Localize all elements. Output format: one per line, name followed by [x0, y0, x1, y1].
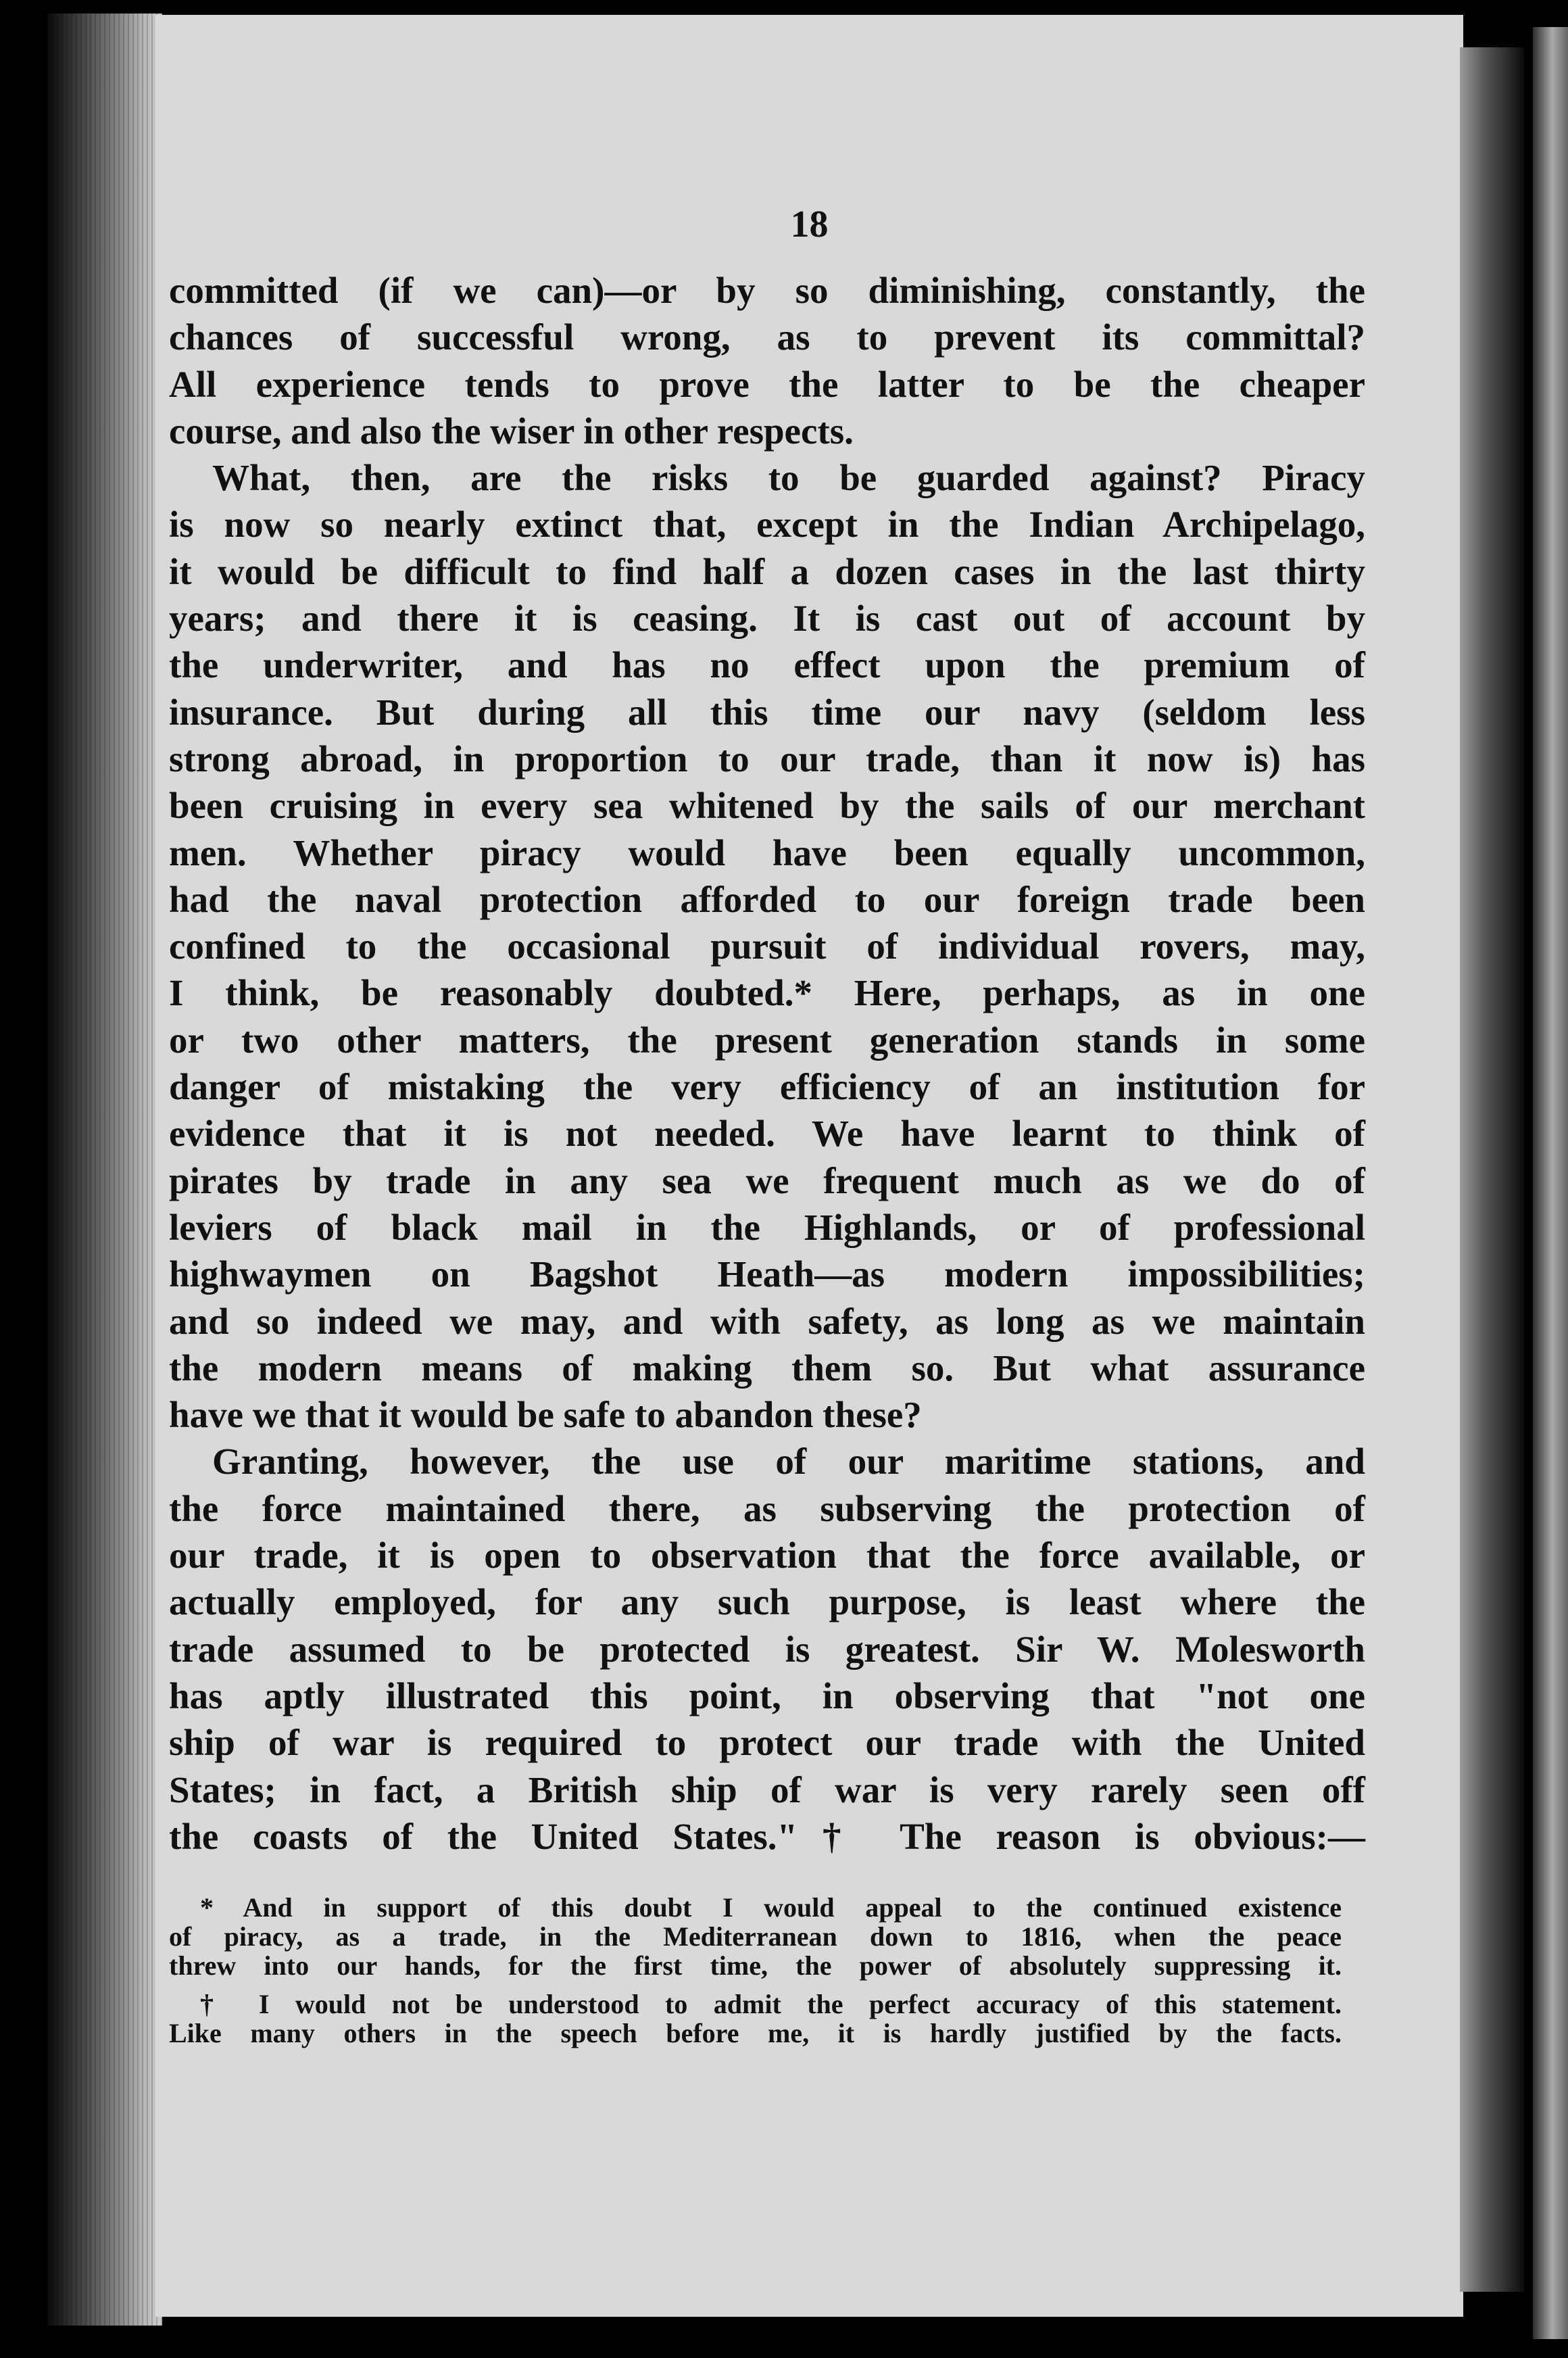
text-line: All experience tends to prove the latter to be the cheaper	[169, 363, 1365, 405]
text-line: evidence that it is not needed. We have learnt to think of	[169, 1113, 1365, 1155]
text-line: is now so nearly extinct that, except in the Indian Archipelago,	[169, 504, 1365, 546]
text-line: had the naval protection afforded to our foreign trade been	[169, 878, 1365, 920]
text-line: actually employed, for any such purpose, is least where the	[169, 1581, 1365, 1623]
text-line: trade assumed to be protected is greatest. Sir W. Molesworth	[169, 1628, 1365, 1670]
text-line: or two other matters, the present generation stands in some	[169, 1019, 1365, 1061]
book-edge-right-outer	[1533, 27, 1568, 2339]
text-line: the modern means of making them so. But what assurance	[169, 1347, 1365, 1389]
footnote-line: * And in support of this doubt I would appeal to the continued existence	[200, 1892, 1342, 1923]
footnote-line: of piracy, as a trade, in the Mediterranean down to 1816, when the peace	[169, 1921, 1342, 1952]
text-line: have we that it would be safe to abandon these?	[169, 1394, 922, 1436]
text-line: highwaymen on Bagshot Heath—as modern impossibilities;	[169, 1253, 1365, 1295]
text-line: pirates by trade in any sea we frequent much as we do of	[169, 1159, 1365, 1201]
book-edge-left	[47, 14, 162, 2326]
text-line: our trade, it is open to observation that the force available, or	[169, 1535, 1365, 1577]
footnotes	[169, 1893, 1342, 2048]
text-line: ship of war is required to protect our trade with the United	[169, 1722, 1365, 1764]
text-line: Granting, however, the use of our maritime stations, and	[212, 1441, 1365, 1483]
body-text	[169, 267, 1365, 1860]
text-line: the coasts of the United States."† The reason is obvious:—	[169, 1815, 1365, 1857]
footnote-line: Like many others in the speech before me, it is hardly justified by the facts.	[169, 2018, 1342, 2048]
text-line: What, then, are the risks to be guarded against? Piracy	[212, 457, 1365, 499]
footnote-line: † I would not be understood to admit the perfect accuracy of this statement.	[200, 1989, 1342, 2019]
text-line: States; in fact, a British ship of war is very rarely seen off	[169, 1768, 1365, 1810]
text-line: I think, be reasonably doubted.* Here, perhaps, as in one	[169, 972, 1365, 1014]
footnote-line: threw into our hands, for the first time, the power of absolutely suppressing it.	[169, 1950, 1342, 1981]
text-line: has aptly illustrated this point, in observing that "not one	[169, 1675, 1365, 1716]
text-line: chances of successful wrong, as to prevent its committal?	[169, 316, 1365, 358]
text-line: strong abroad, in proportion to our trade, than it now is) has	[169, 738, 1365, 779]
text-line: and so indeed we may, and with safety, as long as we maintain	[169, 1300, 1365, 1342]
text-line: insurance. But during all this time our navy (seldom less	[169, 691, 1365, 733]
text-line: danger of mistaking the very efficiency of an institution for	[169, 1066, 1365, 1108]
text-line: men. Whether piracy would have been equally uncommon,	[169, 832, 1365, 873]
text-line: course, and also the wiser in other respects.	[169, 410, 854, 452]
book-edge-right	[1460, 47, 1524, 2292]
text-line: the underwriter, and has no effect upon the premium of	[169, 644, 1365, 686]
text-line: the force maintained there, as subserving the protection of	[169, 1487, 1365, 1529]
text-line: been cruising in every sea whitened by the sails of our merchant	[169, 785, 1365, 827]
text-line: committed (if we can)—or by so diminishing, constantly, the	[169, 270, 1365, 311]
text-line: leviers of black mail in the Highlands, or of professional	[169, 1206, 1365, 1248]
text-line: years; and there it is ceasing. It is cast out of account by	[169, 598, 1365, 640]
text-line: confined to the occasional pursuit of individual rovers, may,	[169, 925, 1365, 967]
page-number: 18	[790, 203, 829, 245]
text-line: it would be difficult to find half a dozen cases in the last thirty	[169, 550, 1365, 592]
